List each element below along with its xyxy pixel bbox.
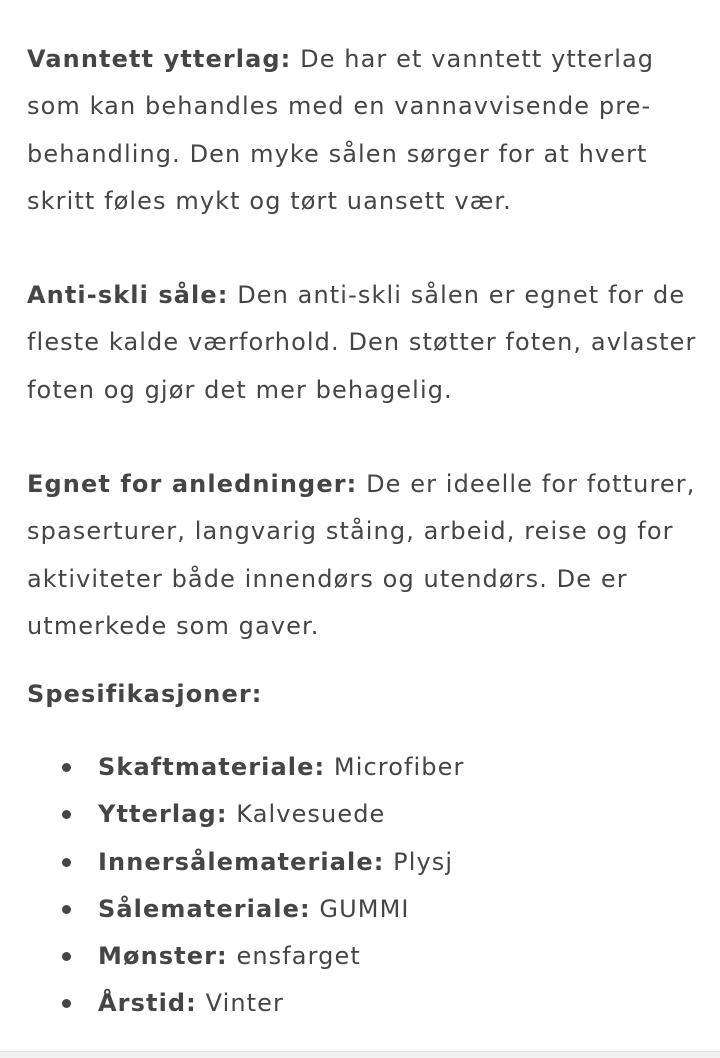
feature-text: De er ideelle for fotturer, spaserturer, langvarig ståing, arbeid, reise og for aktiviteter både innendørs og utendørs. De er utmerkede som gaver.	[27, 470, 696, 640]
spec-item	[27, 980, 697, 1027]
feature-label: Egnet for anledninger:	[27, 470, 358, 499]
spec-value: Microfiber	[325, 753, 465, 782]
feature-text: De har et vanntett ytterlag som kan behandles med en vannavvisende pre-behandling. Den myke sålen sørger for at hvert skritt føles mykt og tørt uansett vær.	[27, 45, 655, 215]
spec-value: ensfarget	[227, 942, 361, 971]
bullet-icon	[62, 810, 71, 819]
spec-label: Innersålemateriale:	[98, 847, 385, 876]
feature-label: Anti-skli såle:	[27, 281, 229, 310]
spec-item	[27, 839, 697, 886]
spec-item	[27, 791, 697, 838]
spec-value: Kalvesuede	[227, 800, 386, 829]
spec-item	[27, 744, 697, 791]
spec-label: Sålemateriale:	[98, 894, 311, 923]
feature-paragraph-waterproof	[27, 36, 697, 225]
bullet-icon	[62, 905, 71, 914]
bullet-icon	[62, 763, 71, 772]
feature-text: Den anti-skli sålen er egnet for de fleste kalde værforhold. Den støtter foten, avlaster foten og gjør det mer behagelig.	[27, 281, 697, 404]
bullet-icon	[62, 952, 71, 961]
spec-label: Årstid:	[98, 989, 197, 1018]
product-description	[27, 36, 697, 1027]
spec-item	[27, 933, 697, 980]
spec-label: Skaftmateriale:	[98, 753, 326, 782]
feature-label: Vanntett ytterlag:	[27, 45, 292, 73]
specs-heading: Spesifikasjoner:	[27, 680, 263, 709]
spec-label: Mønster:	[98, 942, 228, 971]
feature-paragraph-anti-slip	[27, 272, 697, 414]
spec-label: Ytterlag:	[98, 800, 228, 829]
bullet-icon	[62, 999, 71, 1008]
spec-value: Vinter	[196, 989, 285, 1018]
feature-paragraph-occasions	[27, 461, 697, 650]
spec-item	[27, 886, 697, 933]
bottom-divider	[0, 1051, 720, 1058]
spec-value: GUMMI	[310, 894, 410, 923]
specs-list	[27, 744, 697, 1027]
bullet-icon	[62, 858, 71, 867]
spec-value: Plysj	[384, 847, 454, 876]
